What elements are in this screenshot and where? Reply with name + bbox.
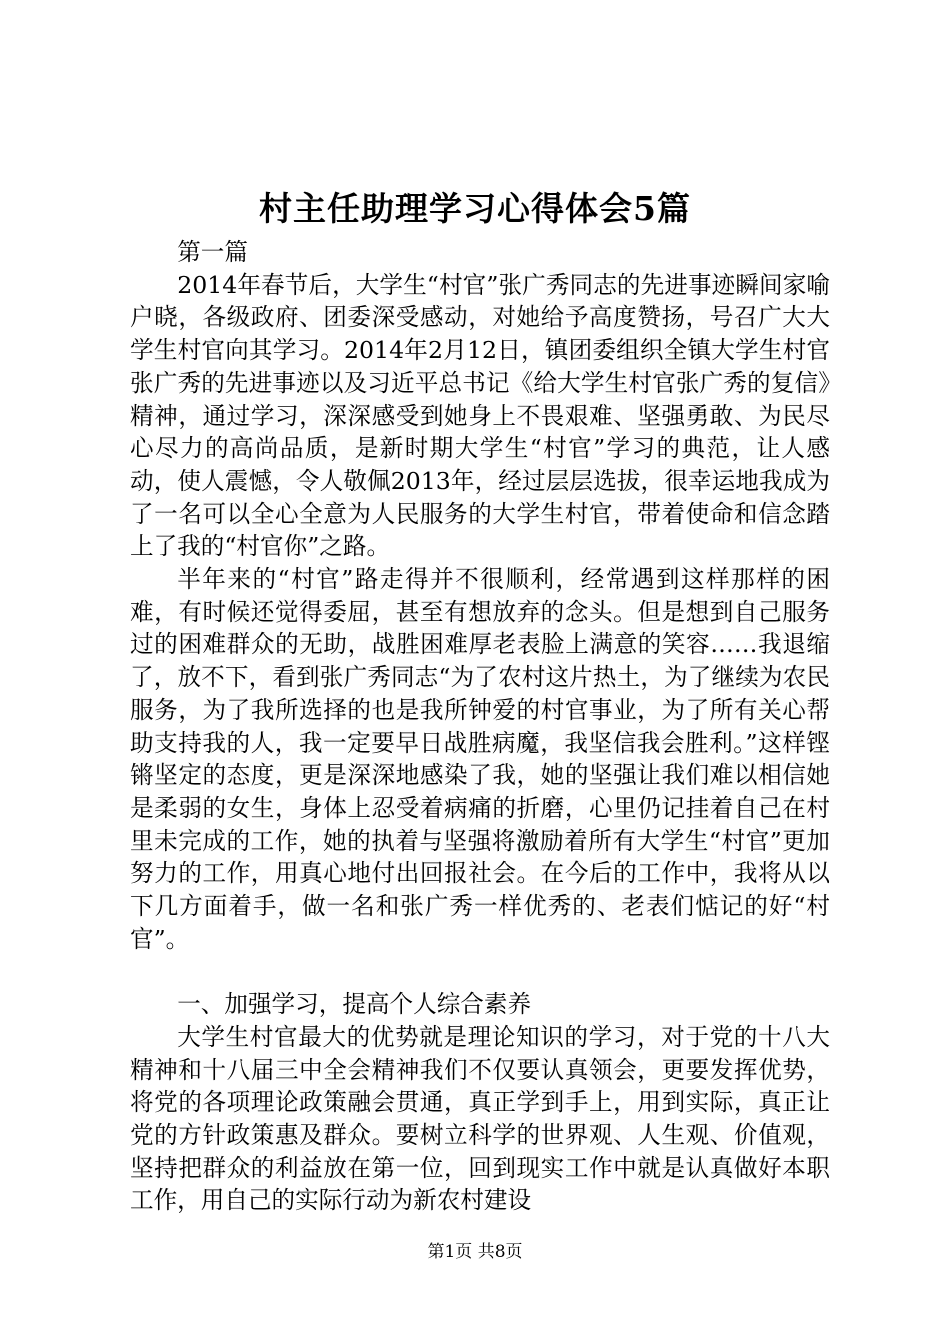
- paragraph: 大学生村官最大的优势就是理论知识的学习，对于党的十八大精神和十八届三中全会精神我们不仅要认真领会，更要发挥优势，将党的各项理论政策融会贯通，真正学到手上，用到实际，真正让党的方针政策惠及群众。要树立科学的世界观、人生观、价值观，坚持把群众的利益放在第一位，回到现实工作中就是认真做好本职工作，用自己的实际行动为新农村建设: [130, 1022, 830, 1215]
- paragraph: 半年来的“村官”路走得并不很顺利，经常遇到这样那样的困难，有时候还觉得委屈，甚至有想放弃的念头。但是想到自己服务过的困难群众的无助，战胜困难厚老表脸上满意的笑容……我退缩了，放不下，看到张广秀同志“为了农村这片热土，为了继续为农民服务，为了我所选择的也是我所钟爱的村官事业，为了所有关心帮助支持我的人，我一定要早日战胜病魔，我坚信我会胜利。”这样铿锵坚定的态度，更是深深地感染了我，她的坚强让我们难以相信她是柔弱的女生，身体上忍受着病痛的折磨，心里仍记挂着自己在村里未完成的工作，她的执着与坚强将激励着所有大学生“村官”更加努力的工作，用真心地付出回报社会。在今后的工作中，我将从以下几方面着手，做一名和张广秀一样优秀的、老表们惦记的好“村官”。: [130, 565, 830, 953]
- document-title: 村主任助理学习心得体会5篇: [259, 189, 691, 228]
- document-body: [130, 236, 830, 1217]
- page-footer: 第1页 共8页: [427, 1242, 523, 1262]
- subsection-heading: 一、加强学习，提高个人综合素养: [177, 990, 532, 1019]
- paragraph: 2014年春节后，大学生“村官”张广秀同志的先进事迹瞬间家喻户晓，各级政府、团委深受感动，对她给予高度赞扬，号召广大大学生村官向其学习。2014年2月12日，镇团委组织全镇大学生村官张广秀的先进事迹以及习近平总书记《给大学生村官张广秀的复信》精神，通过学习，深深感受到她身上不畏艰难、坚强勇敢、为民尽心尽力的高尚品质，是新时期大学生“村官”学习的典范，让人感动，使人震憾，令人敬佩2013年，经过层层选拔，很幸运地我成为了一名可以全心全意为人民服务的大学生村官，带着使命和信念踏上了我的“村官你”之路。: [130, 270, 830, 561]
- section-heading: 第一篇: [177, 238, 248, 266]
